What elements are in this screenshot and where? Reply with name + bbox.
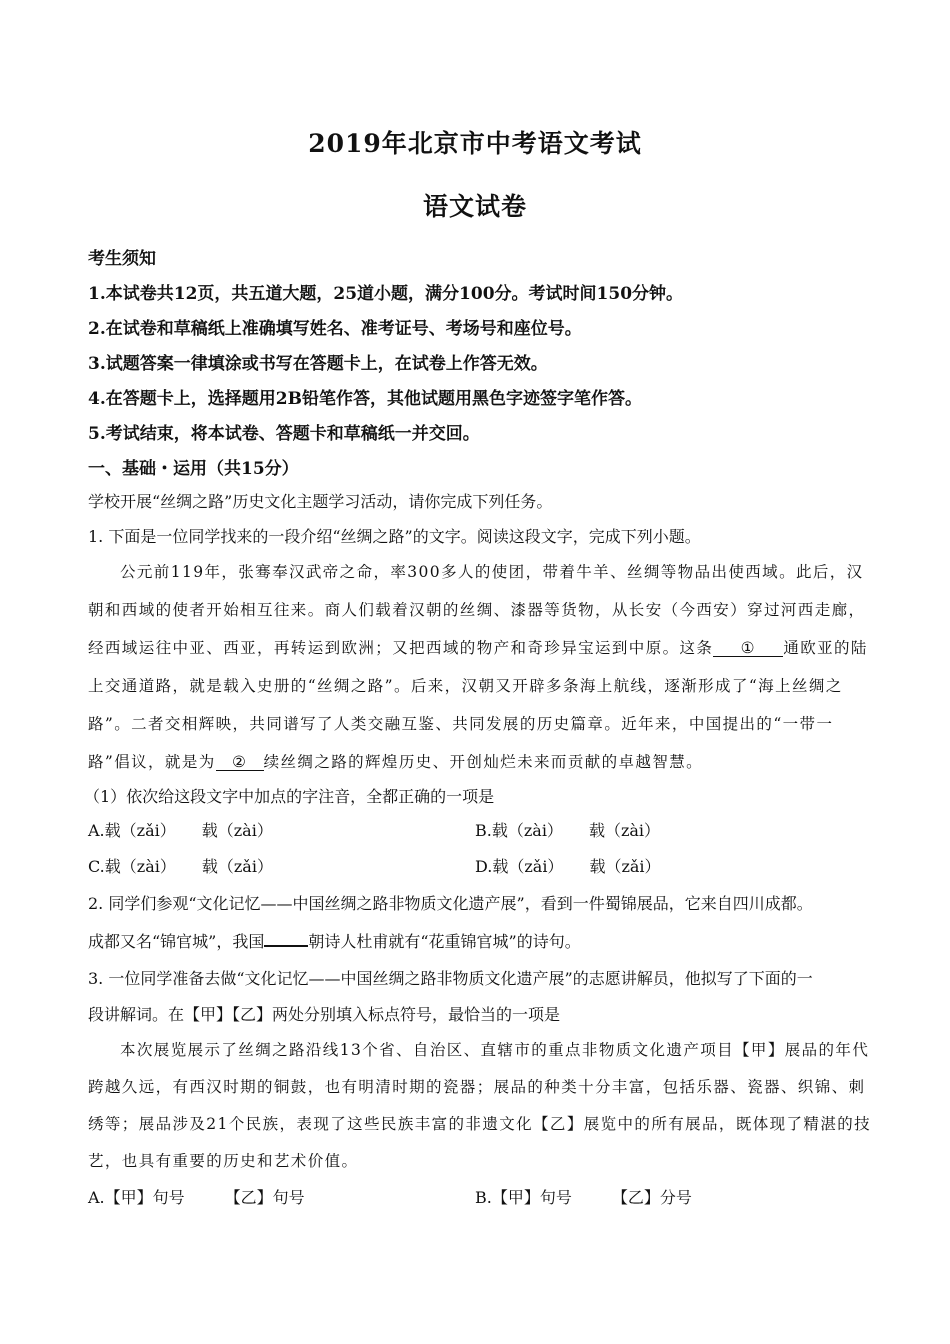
intro-text: 学校开展“丝绸之路”历史文化主题学习活动，请你完成下列任务。	[88, 492, 553, 511]
passage-line: 公元前119年，张骞奉汉武帝之命，率300多人的使团，带着牛羊、丝绸等物品出使西域。此后，汉	[120, 563, 864, 581]
option-part: 【乙】句号	[224, 1188, 305, 1207]
passage-line	[88, 750, 868, 772]
option-letter: B.	[475, 821, 492, 840]
option-c	[88, 854, 273, 877]
notice-heading: 考生须知	[88, 249, 156, 269]
question-1: 1. 下面是一位同学找来的一段介绍“丝绸之路”的文字。阅读这段文字，完成下列小题。	[88, 527, 701, 546]
blank-2: ②	[216, 754, 264, 771]
option-part: 载（zài）	[588, 821, 661, 840]
notice-item: 2.在试卷和草稿纸上准确填写姓名、准考证号、考场号和座位号。	[88, 319, 582, 339]
question-2-cont	[88, 929, 868, 952]
blank-1: ①	[713, 640, 783, 657]
page-subtitle: 语文试卷	[422, 192, 527, 221]
option-part: 【乙】分号	[611, 1188, 692, 1207]
option-part: 载（zǎi）	[589, 857, 661, 876]
option-part: 载（zài）	[201, 821, 273, 840]
question-3: 3. 一位同学准备去做“文化记忆——中国丝绸之路非物质文化遗产展”的志愿讲解员，他拟写了下面的一	[88, 969, 813, 988]
option-part: 载（zài）	[491, 821, 563, 840]
notice-item: 4.在答题卡上，选择题用2B铅笔作答，其他试题用黑色字迹签字笔作答。	[88, 389, 642, 409]
option-letter: A.	[88, 1188, 105, 1207]
notice-item: 3.试题答案一律填涂或书写在答题卡上，在试卷上作答无效。	[88, 354, 548, 374]
option-letter: B.	[475, 1188, 492, 1207]
question-1-1: （1）依次给这段文字中加点的字注音，全都正确的一项是	[84, 787, 495, 806]
option-part: 【甲】句号	[104, 1188, 185, 1207]
option-a	[88, 1185, 305, 1208]
option-part: 【甲】句号	[491, 1188, 572, 1207]
passage-line: 上交通道路，就是载入史册的“丝绸之路”。后来，汉朝又开辟多条海上航线，逐渐形成了“海上丝绸之	[88, 677, 843, 695]
notice-item: 5.考试结束，将本试卷、答题卡和草稿纸一并交回。	[88, 424, 480, 444]
passage-text: 经西域运往中亚、西亚，再转运到欧洲；又把西域的物产和奇珍异宝运到中原。这条	[88, 639, 714, 657]
option-letter: A.	[88, 821, 105, 840]
passage-text: 续丝绸之路的辉煌历史、开创灿烂未来而贡献的卓越智慧。	[263, 753, 704, 771]
section-heading: 一、基础・运用（共15分）	[88, 459, 299, 479]
option-part: 载（zǎi）	[492, 857, 564, 876]
option-b	[475, 818, 660, 841]
option-part: 载（zǎi）	[104, 821, 176, 840]
option-letter: D.	[475, 857, 493, 876]
question-3-cont: 段讲解词。在【甲】【乙】两处分别填入标点符号，最恰当的一项是	[88, 1005, 561, 1024]
passage-line: 艺，也具有重要的历史和艺术价值。	[88, 1152, 359, 1170]
page-title: 2019年北京市中考语文考试	[308, 129, 642, 158]
question-text: 朝诗人杜甫就有“花重锦官城”的诗句。	[308, 932, 581, 951]
passage-line	[88, 636, 868, 658]
passage-text: 通欧亚的陆	[783, 639, 868, 657]
passage-line: 绣等；展品涉及21个民族，表现了这些民族丰富的非遗文化【乙】展览中的所有展品，既体现了精湛的技	[88, 1115, 872, 1133]
passage-line: 路”。二者交相辉映，共同谱写了人类交融互鉴、共同发展的历史篇章。近年来，中国提出的“一带一	[88, 715, 834, 733]
passage-line: 本次展览展示了丝绸之路沿线13个省、自治区、直辖市的重点非物质文化遗产项目【甲】展品的年代	[120, 1041, 870, 1059]
passage-line: 朝和西域的使者开始相互往来。商人们载着汉朝的丝绸、漆器等货物，从长安（今西安）穿过河西走廊，	[88, 601, 866, 619]
answer-blank	[264, 931, 308, 947]
passage-line: 跨越久远，有西汉时期的铜鼓，也有明清时期的瓷器；展品的种类十分丰富，包括乐器、瓷器、织锦、刺	[88, 1078, 866, 1096]
option-part: 载（zǎi）	[201, 857, 273, 876]
question-text: 成都又名“锦官城”，我国	[88, 932, 265, 951]
option-d	[475, 854, 661, 877]
option-a	[88, 818, 273, 841]
option-letter: C.	[88, 857, 105, 876]
option-part: 载（zài）	[104, 857, 176, 876]
question-2: 2. 同学们参观“文化记忆——中国丝绸之路非物质文化遗产展”，看到一件蜀锦展品，它来自四川成都。	[88, 894, 813, 913]
notice-item: 1.本试卷共12页，共五道大题，25道小题，满分100分。考试时间150分钟。	[88, 284, 684, 304]
option-b	[475, 1185, 692, 1208]
passage-text: 路”倡议，就是为	[88, 753, 216, 771]
